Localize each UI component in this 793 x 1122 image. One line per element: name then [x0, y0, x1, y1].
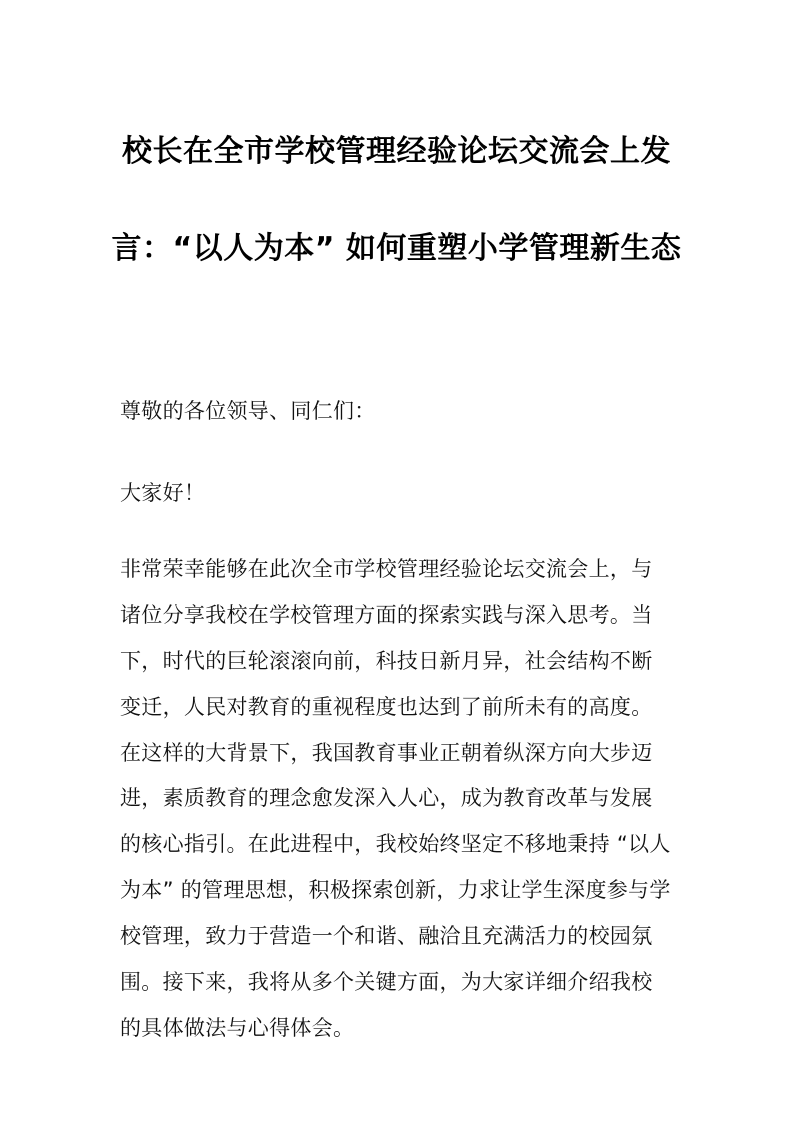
document-title-line-1: 校长在全市学校管理经验论坛交流会上发	[122, 134, 671, 169]
body-line: 为本” 的管理思想，积极探索创新，力求让学生深度参与学	[120, 878, 671, 903]
body-line: 进，素质教育的理念愈发深入人心，成为教育改革与发展	[120, 786, 653, 811]
body-line: 的核心指引。在此进程中，我校始终坚定不移地秉持 “以人	[120, 832, 671, 857]
body-line: 变迁，人民对教育的重视程度也达到了前所未有的高度。	[120, 694, 653, 719]
greeting: 大家好！	[120, 481, 206, 505]
body-line: 的具体做法与心得体会。	[120, 1015, 355, 1040]
body-line: 围。接下来，我将从多个关键方面，为大家详细介绍我校	[120, 970, 653, 995]
body-line: 校管理，致力于营造一个和谐、融洽且充满活力的校园氛	[120, 924, 653, 949]
body-paragraph	[120, 554, 680, 1059]
salutation: 尊敬的各位领导、同仁们：	[120, 399, 376, 423]
body-line: 在这样的大背景下，我国教育事业正朝着纵深方向大步迈	[120, 740, 653, 765]
body-line: 诸位分享我校在学校管理方面的探索实践与深入思考。当	[120, 602, 653, 627]
document-title-line-2: 言：“以人为本” 如何重塑小学管理新生态	[111, 231, 682, 266]
body-line: 非常荣幸能够在此次全市学校管理经验论坛交流会上，与	[120, 557, 653, 581]
body-line: 下，时代的巨轮滚滚向前，科技日新月异，社会结构不断	[120, 648, 653, 673]
